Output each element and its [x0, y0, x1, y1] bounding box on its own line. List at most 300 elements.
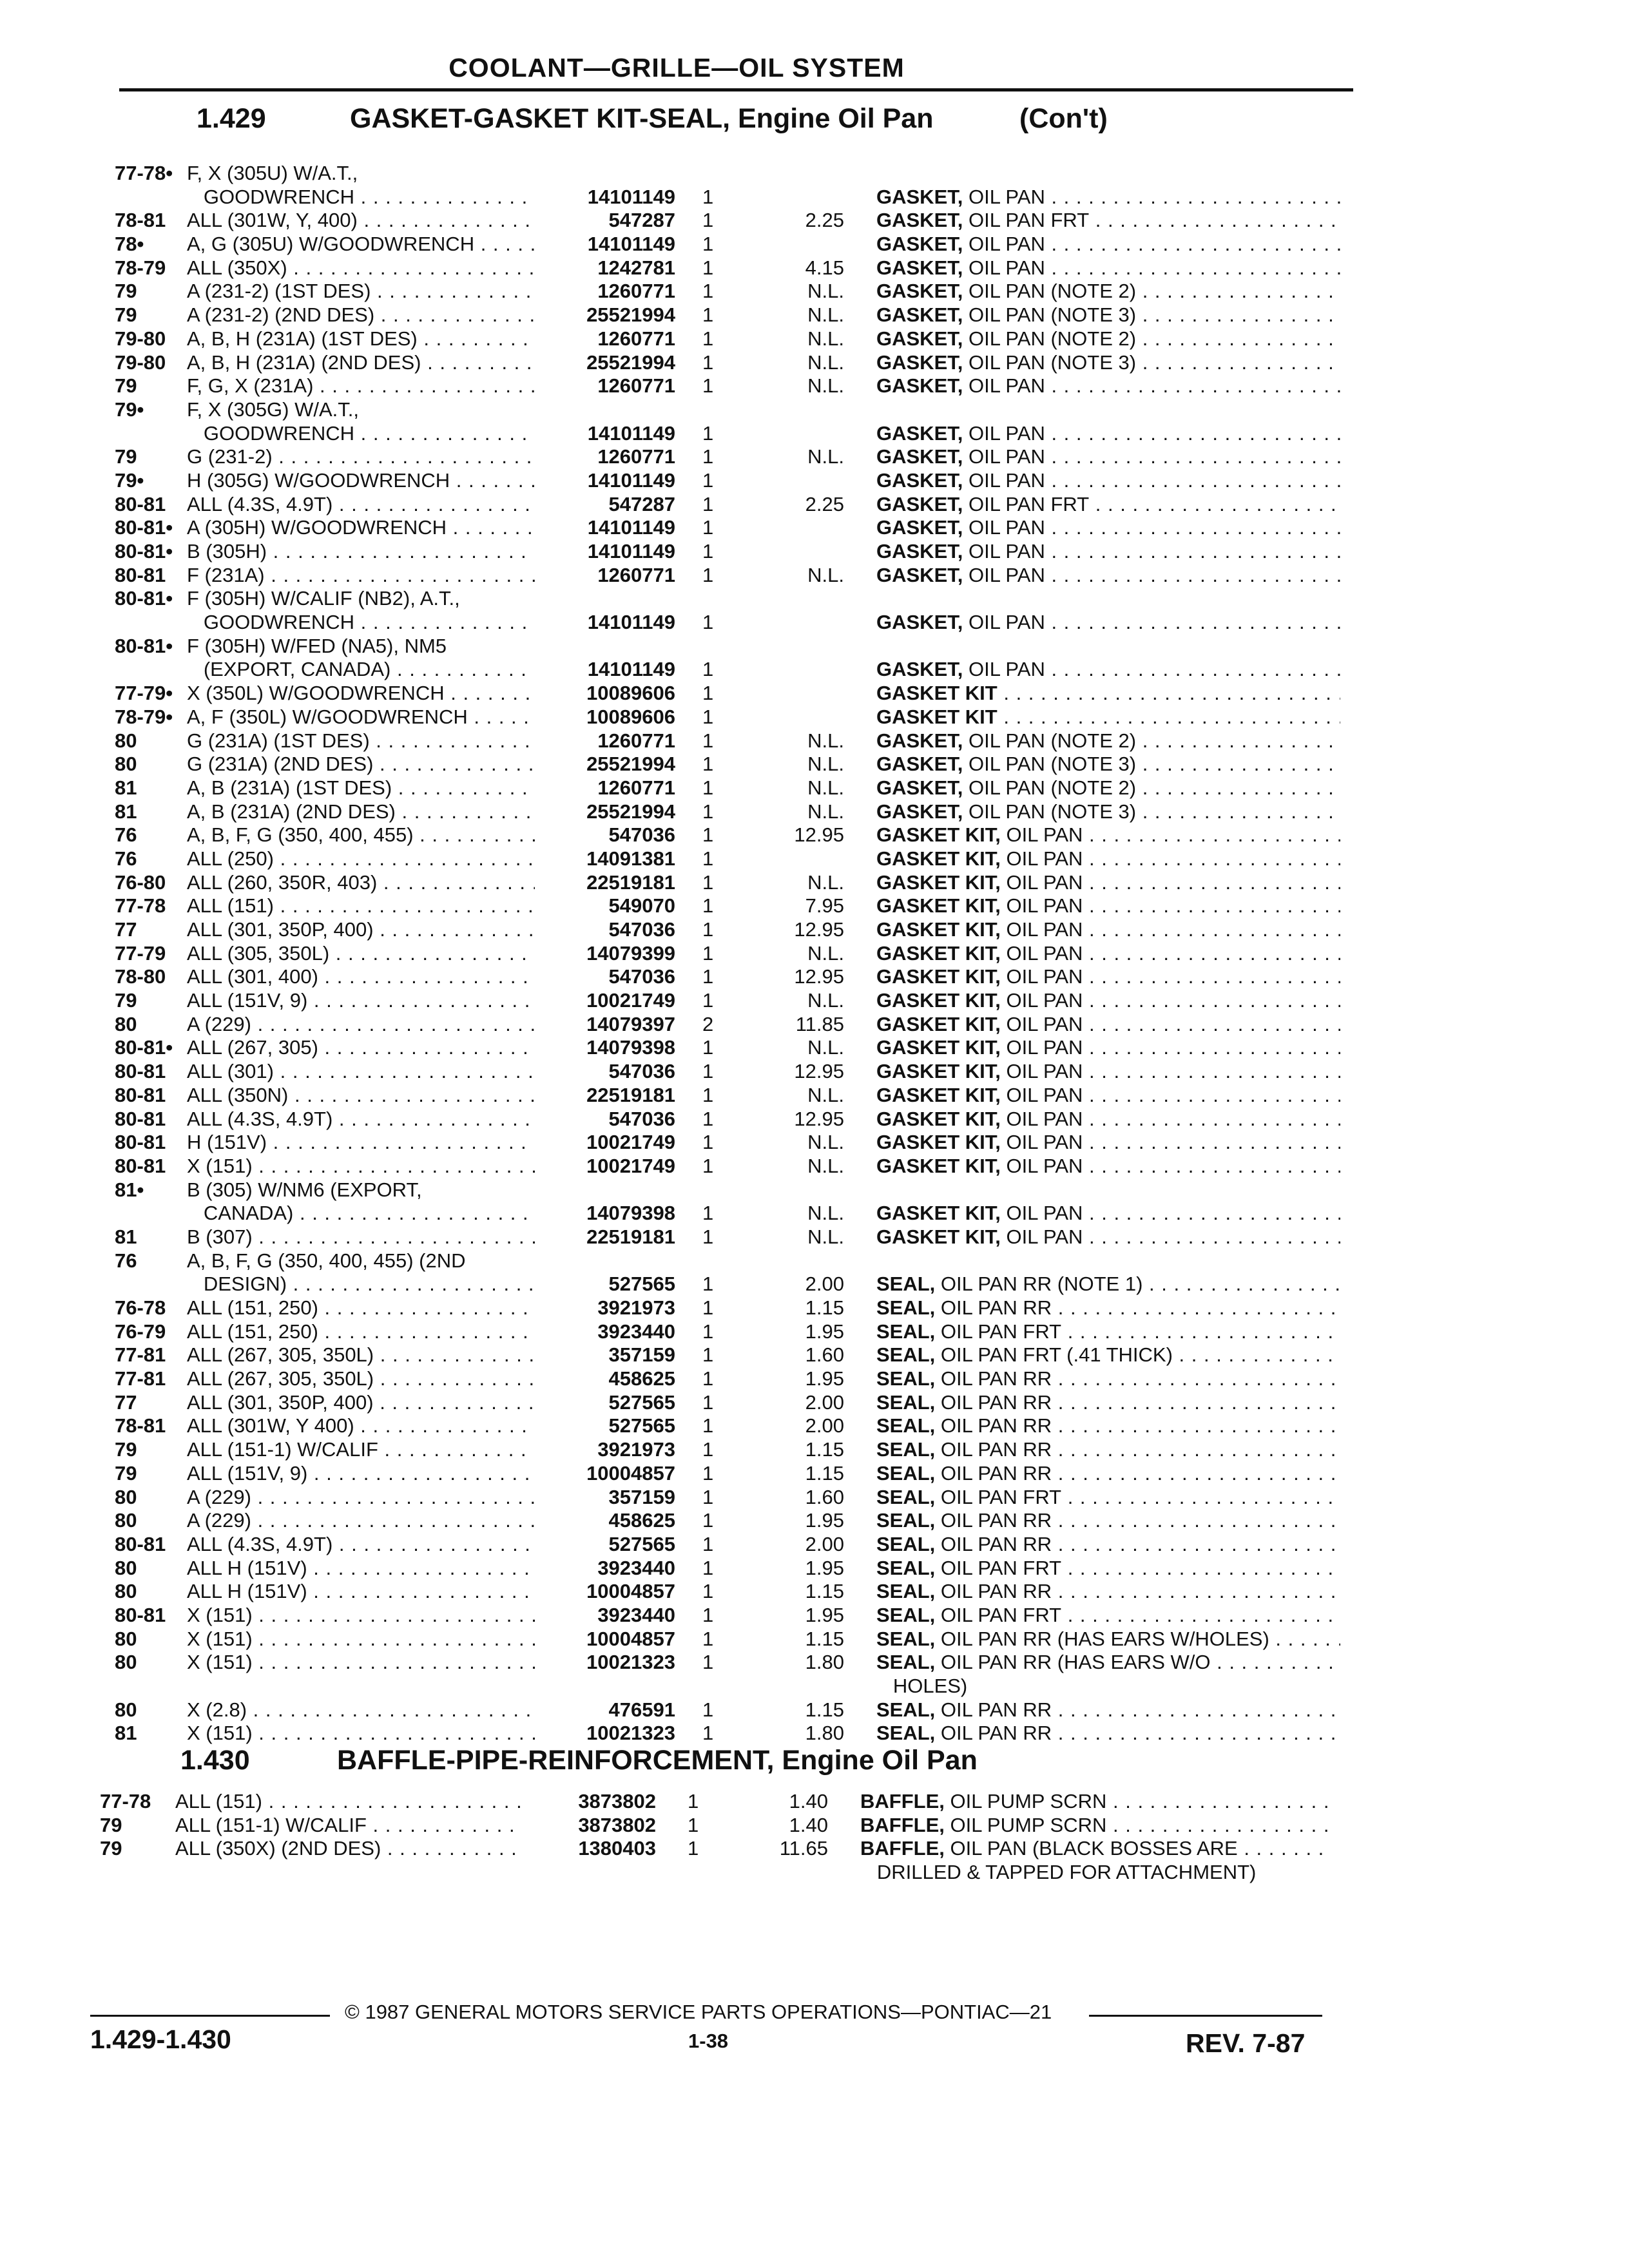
description-detail: OIL PAN FRT	[935, 1556, 1062, 1579]
description-cell	[876, 682, 1340, 706]
year-cell: 80-81	[115, 563, 166, 586]
description-detail: DRILLED & TAPPED FOR ATTACHMENT)	[860, 1861, 1257, 1884]
description-cell	[876, 894, 1340, 918]
section-title: BAFFLE-PIPE-REINFORCEMENT, Engine Oil Pan	[337, 1745, 978, 1776]
part-number-cell: 10089606	[586, 682, 675, 705]
section-number: 1.429	[197, 103, 266, 134]
year-cell: 79-80	[115, 351, 166, 374]
part-number-cell: 547036	[608, 1107, 675, 1130]
part-number-cell: 10021323	[586, 1722, 675, 1745]
description-cell	[876, 1722, 1340, 1745]
table-row	[0, 1108, 1629, 1131]
table-row	[0, 894, 1629, 918]
description-detail: OIL PAN	[1000, 965, 1083, 988]
price-cell: N.L.	[807, 1202, 844, 1225]
model-cell: A, B, H (231A) (2ND DES) . . .	[187, 351, 535, 375]
table-row	[0, 1675, 1629, 1698]
table-row	[0, 540, 1629, 564]
description-cell	[876, 445, 1340, 469]
description-part-name: GASKET,	[876, 658, 963, 681]
price-cell: 2.25	[805, 492, 844, 515]
quantity-cell: 1	[702, 1154, 714, 1177]
quantity-cell: 1	[702, 1698, 714, 1721]
description-part-name: GASKET KIT,	[876, 1107, 1001, 1130]
part-number-cell: 14101149	[587, 421, 675, 445]
year-cell: 80-81	[115, 1532, 166, 1555]
quantity-cell: 1	[702, 1036, 714, 1059]
model-cell: H (151V) . . .	[187, 1131, 535, 1155]
description-part-name: SEAL,	[876, 1343, 936, 1367]
description-detail: OIL PAN	[963, 421, 1045, 445]
description-cell	[876, 1698, 1340, 1722]
model-cell: A, B (231A) (1ST DES) . . .	[187, 776, 535, 800]
description-cell	[876, 1557, 1340, 1581]
table-row	[0, 493, 1629, 517]
description-part-name: GASKET KIT,	[876, 1154, 1001, 1177]
year-cell: 80-81	[115, 1083, 166, 1106]
model-cell: A (231-2) (2ND DES) . . .	[187, 303, 535, 327]
description-part-name: GASKET,	[876, 753, 963, 776]
description-detail: OIL PAN FRT (.41 THICK)	[935, 1343, 1173, 1367]
description-part-name: GASKET KIT,	[876, 894, 1001, 918]
year-cell: 78-81	[115, 209, 166, 232]
part-number-cell: 1380403	[578, 1837, 656, 1860]
description-part-name: GASKET,	[876, 800, 963, 823]
description-cell	[876, 209, 1340, 233]
year-cell: 80-81	[115, 1603, 166, 1626]
description-cell	[876, 186, 1340, 209]
quantity-cell: 1	[702, 303, 714, 327]
model-cell: A, B, F, G (350, 400, 455) . . .	[187, 823, 535, 847]
description-detail: OIL PAN (NOTE 3)	[963, 753, 1137, 776]
model-cell: ALL (250) . . .	[187, 847, 535, 871]
description-cell	[876, 823, 1340, 847]
year-cell: 78-79	[115, 256, 166, 279]
year-cell: 77-81	[115, 1367, 166, 1390]
quantity-cell: 1	[702, 1296, 714, 1319]
description-cell	[876, 1486, 1340, 1510]
table-row	[0, 186, 1629, 209]
table-row	[0, 351, 1629, 375]
description-part-name: GASKET,	[876, 445, 963, 468]
description-cell	[876, 1131, 1340, 1155]
part-number-cell: 25521994	[586, 303, 675, 327]
year-cell: 80	[115, 1509, 137, 1532]
table-row	[0, 1367, 1629, 1391]
quantity-cell: 1	[702, 823, 714, 847]
description-part-name: SEAL,	[876, 1485, 936, 1508]
part-number-cell: 476591	[608, 1698, 675, 1721]
model-cell: A (229) . . .	[187, 1486, 535, 1510]
quantity-cell: 1	[702, 1273, 714, 1296]
description-detail: OIL PAN RR	[935, 1698, 1052, 1721]
quantity-cell: 1	[702, 540, 714, 562]
quantity-cell: 1	[702, 894, 714, 918]
model-cell: A, B, H (231A) (1ST DES) . . .	[187, 327, 535, 351]
description-detail: OIL PAN RR (HAS EARS W/HOLES)	[935, 1627, 1269, 1650]
quantity-cell: 1	[702, 256, 714, 279]
year-cell: 79	[100, 1813, 122, 1836]
description-cell	[876, 256, 1340, 280]
part-number-cell: 14101149	[587, 611, 675, 634]
description-detail: OIL PAN	[1000, 823, 1083, 847]
price-cell: N.L.	[807, 753, 844, 776]
model-cell: ALL (350X) (2ND DES) . . .	[175, 1837, 523, 1861]
year-cell: 77-79	[115, 941, 166, 965]
description-detail: OIL PAN RR	[935, 1722, 1052, 1745]
part-number-cell: 10021749	[586, 1154, 675, 1177]
description-detail: OIL PAN	[1000, 1083, 1083, 1106]
part-number-cell: 547036	[608, 918, 675, 941]
description-cell	[876, 233, 1340, 256]
model-cell: DESIGN) . . .	[187, 1273, 535, 1296]
description-part-name: GASKET KIT,	[876, 918, 1001, 941]
quantity-cell: 1	[702, 729, 714, 752]
model-cell: G (231-2) . . .	[187, 445, 535, 469]
quantity-cell: 1	[702, 280, 714, 303]
model-cell: F, G, X (231A) . . .	[187, 374, 535, 398]
description-detail: OIL PAN	[963, 256, 1045, 279]
description-cell	[876, 1580, 1340, 1604]
description-part-name: SEAL,	[876, 1414, 936, 1437]
description-detail: OIL PAN (NOTE 2)	[963, 327, 1137, 350]
model-cell: X (151) . . .	[187, 1722, 535, 1745]
description-cell	[876, 1343, 1340, 1367]
description-part-name: GASKET,	[876, 611, 963, 634]
description-detail: OIL PAN	[963, 445, 1045, 468]
table-row	[0, 422, 1629, 446]
description-part-name: GASKET KIT,	[876, 989, 1001, 1012]
part-number-cell: 25521994	[586, 753, 675, 776]
table-row	[0, 1273, 1629, 1296]
description-cell	[876, 422, 1340, 446]
quantity-cell: 1	[702, 1580, 714, 1603]
description-detail: OIL PAN	[1000, 1225, 1083, 1248]
description-part-name: SEAL,	[876, 1273, 936, 1296]
model-cell: GOODWRENCH . . .	[187, 611, 535, 635]
quantity-cell: 1	[702, 1202, 714, 1225]
price-cell: 2.00	[805, 1273, 844, 1296]
description-part-name: GASKET,	[876, 280, 963, 303]
table-row	[0, 1036, 1629, 1060]
table-row	[0, 516, 1629, 540]
quantity-cell: 1	[702, 1485, 714, 1508]
model-cell: ALL (151V, 9) . . .	[187, 989, 535, 1013]
model-cell: X (151) . . .	[187, 1628, 535, 1651]
price-cell: 1.80	[805, 1651, 844, 1674]
description-cell	[876, 1604, 1340, 1628]
model-cell: A, G (305U) W/GOODWRENCH . . .	[187, 233, 535, 256]
table-row	[0, 1557, 1629, 1581]
description-cell	[876, 1108, 1340, 1131]
year-cell: 76-78	[115, 1296, 166, 1319]
description-cell	[876, 871, 1340, 895]
year-cell: 80	[115, 1012, 137, 1035]
part-number-cell: 25521994	[586, 800, 675, 823]
description-cell	[860, 1861, 1331, 1885]
model-cell: F (305H) W/CALIF (NB2), A.T.,	[187, 587, 460, 610]
price-cell: 1.60	[805, 1343, 844, 1367]
description-detail: OIL PAN (NOTE 3)	[963, 351, 1137, 374]
description-cell	[876, 1296, 1340, 1320]
table-row	[0, 1013, 1629, 1037]
description-part-name: SEAL,	[876, 1320, 936, 1343]
model-cell: A (305H) W/GOODWRENCH . . .	[187, 516, 535, 540]
table-row	[0, 564, 1629, 588]
part-number-cell: 3921973	[597, 1296, 675, 1319]
description-detail: OIL PAN FRT	[963, 209, 1090, 232]
description-part-name: BAFFLE,	[860, 1813, 945, 1836]
year-cell: 76	[115, 823, 137, 847]
description-cell	[876, 753, 1340, 776]
part-number-cell: 1260771	[597, 445, 675, 468]
description-cell	[876, 1367, 1340, 1391]
model-cell: X (151) . . .	[187, 1604, 535, 1628]
description-cell	[876, 658, 1340, 682]
price-cell: N.L.	[807, 941, 844, 965]
price-cell: 11.85	[795, 1012, 844, 1035]
description-part-name: SEAL,	[876, 1296, 936, 1319]
table-row	[0, 965, 1629, 989]
year-cell: 79	[115, 280, 137, 303]
description-part-name: GASKET,	[876, 516, 963, 539]
table-row	[0, 1698, 1629, 1722]
part-number-cell: 14079399	[586, 941, 675, 965]
part-number-cell: 3873802	[578, 1790, 656, 1812]
description-cell	[876, 1628, 1340, 1651]
description-detail: OIL PAN	[1000, 870, 1083, 894]
year-cell: 77-81	[115, 1343, 166, 1367]
part-number-cell: 357159	[608, 1485, 675, 1508]
part-number-cell: 14101149	[587, 468, 675, 492]
part-number-cell: 547287	[608, 209, 675, 232]
description-detail: OIL PAN	[1000, 1202, 1083, 1225]
year-cell: 76-80	[115, 870, 166, 894]
table-row	[0, 1060, 1629, 1084]
table-row	[0, 611, 1629, 635]
quantity-cell: 1	[702, 1627, 714, 1650]
description-part-name: GASKET,	[876, 351, 963, 374]
year-cell: 80	[115, 1651, 137, 1674]
part-number-cell: 14101149	[587, 233, 675, 256]
description-part-name: SEAL,	[876, 1698, 936, 1721]
year-cell: 80	[115, 1556, 137, 1579]
table-row	[0, 800, 1629, 824]
year-cell: 78-80	[115, 965, 166, 988]
description-part-name: SEAL,	[876, 1603, 936, 1626]
year-cell: 81	[115, 1722, 137, 1745]
table-row	[0, 1790, 1629, 1814]
description-cell	[876, 611, 1340, 635]
year-cell: 77-79•	[115, 682, 173, 705]
description-cell	[876, 280, 1340, 303]
model-cell: ALL (151) . . .	[175, 1790, 523, 1814]
model-cell: ALL (151-1) W/CALIF . . .	[175, 1814, 523, 1838]
table-row	[0, 327, 1629, 351]
model-cell: ALL (151) . . .	[187, 894, 535, 918]
table-row	[0, 1628, 1629, 1651]
model-cell: ALL (4.3S, 4.9T) . . .	[187, 493, 535, 517]
price-cell: N.L.	[807, 445, 844, 468]
description-part-name: GASKET KIT,	[876, 1012, 1001, 1035]
part-number-cell: 25521994	[586, 351, 675, 374]
description-part-name: SEAL,	[876, 1509, 936, 1532]
year-cell: 76	[115, 1249, 137, 1272]
table-row	[0, 1533, 1629, 1557]
price-cell: 1.15	[805, 1296, 844, 1319]
part-number-cell: 1260771	[597, 729, 675, 752]
quantity-cell: 1	[688, 1790, 699, 1812]
price-cell: 2.25	[805, 209, 844, 232]
description-part-name: SEAL,	[876, 1532, 936, 1555]
description-detail: OIL PAN	[1000, 1154, 1083, 1177]
year-cell: 80-81•	[115, 634, 173, 657]
quantity-cell: 1	[702, 1390, 714, 1414]
description-part-name: SEAL,	[876, 1722, 936, 1745]
quantity-cell: 1	[702, 1509, 714, 1532]
copyright-notice: © 1987 GENERAL MOTORS SERVICE PARTS OPERATIONS—PONTIAC—21	[345, 2001, 1052, 2023]
table-row	[0, 303, 1629, 327]
table-row	[0, 162, 1629, 186]
description-part-name: SEAL,	[876, 1651, 936, 1674]
description-detail: OIL PAN RR	[935, 1461, 1052, 1485]
table-row	[0, 1131, 1629, 1155]
year-cell: 77-78•	[115, 162, 173, 184]
year-cell: 79-80	[115, 327, 166, 350]
year-cell: 81	[115, 800, 137, 823]
model-cell: ALL (301) . . .	[187, 1060, 535, 1084]
price-cell: N.L.	[807, 280, 844, 303]
description-detail: OIL PAN RR	[935, 1367, 1052, 1390]
quantity-cell: 1	[702, 1461, 714, 1485]
quantity-cell: 1	[702, 421, 714, 445]
part-number-cell: 527565	[608, 1414, 675, 1437]
description-detail: OIL PAN	[1000, 1060, 1083, 1083]
section-title: GASKET-GASKET KIT-SEAL, Engine Oil Pan	[350, 103, 934, 134]
description-part-name: GASKET KIT,	[876, 1225, 1001, 1248]
description-detail: OIL PAN RR	[935, 1414, 1052, 1437]
description-detail: OIL PAN	[1000, 1107, 1083, 1130]
model-cell: F (305H) W/FED (NA5), NM5	[187, 634, 447, 657]
quantity-cell: 1	[702, 870, 714, 894]
part-number-cell: 1260771	[597, 374, 675, 398]
description-part-name: SEAL,	[876, 1556, 936, 1579]
part-number-cell: 14101149	[587, 185, 675, 208]
model-cell: X (350L) W/GOODWRENCH . . .	[187, 682, 535, 706]
table-row	[0, 1837, 1629, 1861]
part-number-cell: 3923440	[597, 1556, 675, 1579]
table-row	[0, 256, 1629, 280]
table-row	[0, 398, 1629, 422]
part-number-cell: 14079398	[586, 1202, 675, 1225]
model-cell: GOODWRENCH . . .	[187, 186, 535, 209]
model-cell: ALL (305, 350L) . . .	[187, 942, 535, 966]
description-cell	[876, 1036, 1340, 1060]
model-cell: ALL (301, 400) . . .	[187, 965, 535, 989]
parts-table-1430	[0, 1790, 1629, 1885]
table-row	[0, 1391, 1629, 1415]
year-cell: 79	[115, 374, 137, 398]
description-cell	[876, 989, 1340, 1013]
description-detail: OIL PAN (NOTE 3)	[963, 800, 1137, 823]
description-detail: OIL PAN	[963, 540, 1045, 562]
description-cell	[876, 1391, 1340, 1415]
description-part-name: GASKET KIT,	[876, 823, 1001, 847]
model-cell: A (231-2) (1ST DES) . . .	[187, 280, 535, 303]
year-cell: 80	[115, 729, 137, 752]
description-part-name: GASKET KIT,	[876, 1060, 1001, 1083]
description-cell	[876, 564, 1340, 588]
price-cell: N.L.	[807, 1154, 844, 1177]
price-cell: N.L.	[807, 1036, 844, 1059]
description-detail: OIL PAN FRT	[935, 1485, 1062, 1508]
description-part-name: SEAL,	[876, 1461, 936, 1485]
description-cell	[876, 1438, 1340, 1462]
table-row	[0, 1651, 1629, 1675]
description-cell	[876, 1651, 1340, 1675]
quantity-cell: 1	[702, 1131, 714, 1154]
quantity-cell: 2	[702, 1012, 714, 1035]
part-number-cell: 3873802	[578, 1813, 656, 1836]
part-number-cell: 1242781	[597, 256, 675, 279]
year-cell: 78-81	[115, 1414, 166, 1437]
description-detail: OIL PAN RR (NOTE 1)	[935, 1273, 1143, 1296]
part-number-cell: 10004857	[586, 1627, 675, 1650]
description-cell	[876, 706, 1340, 729]
revision-label: REV. 7-87	[1186, 2028, 1306, 2058]
table-row	[0, 682, 1629, 706]
description-cell	[876, 1155, 1340, 1178]
price-cell: N.L.	[807, 1225, 844, 1248]
year-cell: 80-81•	[115, 587, 173, 610]
year-cell: 81	[115, 776, 137, 799]
table-row	[0, 776, 1629, 800]
description-cell	[876, 1533, 1340, 1557]
model-cell: ALL (4.3S, 4.9T) . . .	[187, 1108, 535, 1131]
description-cell	[876, 1060, 1340, 1084]
description-part-name: GASKET,	[876, 256, 963, 279]
description-detail: OIL PAN RR (HAS EARS W/O	[935, 1651, 1211, 1674]
description-detail: OIL PAN (NOTE 2)	[963, 729, 1137, 752]
quantity-cell: 1	[702, 1603, 714, 1626]
model-cell: ALL (151V, 9) . . .	[187, 1462, 535, 1486]
table-row	[0, 1580, 1629, 1604]
description-detail: OIL PAN	[1000, 847, 1083, 870]
quantity-cell: 1	[702, 1367, 714, 1390]
price-cell: N.L.	[807, 776, 844, 799]
model-cell: X (151) . . .	[187, 1155, 535, 1178]
quantity-cell: 1	[702, 1722, 714, 1745]
description-detail: OIL PAN FRT	[963, 492, 1090, 515]
part-number-cell: 1260771	[597, 280, 675, 303]
table-row	[0, 658, 1629, 682]
price-cell: 2.00	[805, 1414, 844, 1437]
price-cell: 11.65	[779, 1837, 828, 1860]
quantity-cell: 1	[702, 800, 714, 823]
description-detail: OIL PAN RR	[935, 1296, 1052, 1319]
description-detail: OIL PAN	[1000, 1131, 1083, 1154]
description-detail: HOLES)	[876, 1675, 968, 1697]
description-detail: OIL PAN	[1000, 1012, 1083, 1035]
description-part-name: GASKET,	[876, 327, 963, 350]
year-cell: 79	[115, 989, 137, 1012]
description-part-name: SEAL,	[876, 1390, 936, 1414]
quantity-cell: 1	[702, 233, 714, 256]
table-row	[0, 469, 1629, 493]
price-cell: 1.95	[805, 1320, 844, 1343]
part-number-cell: 10004857	[586, 1461, 675, 1485]
model-cell: ALL (151, 250) . . .	[187, 1296, 535, 1320]
